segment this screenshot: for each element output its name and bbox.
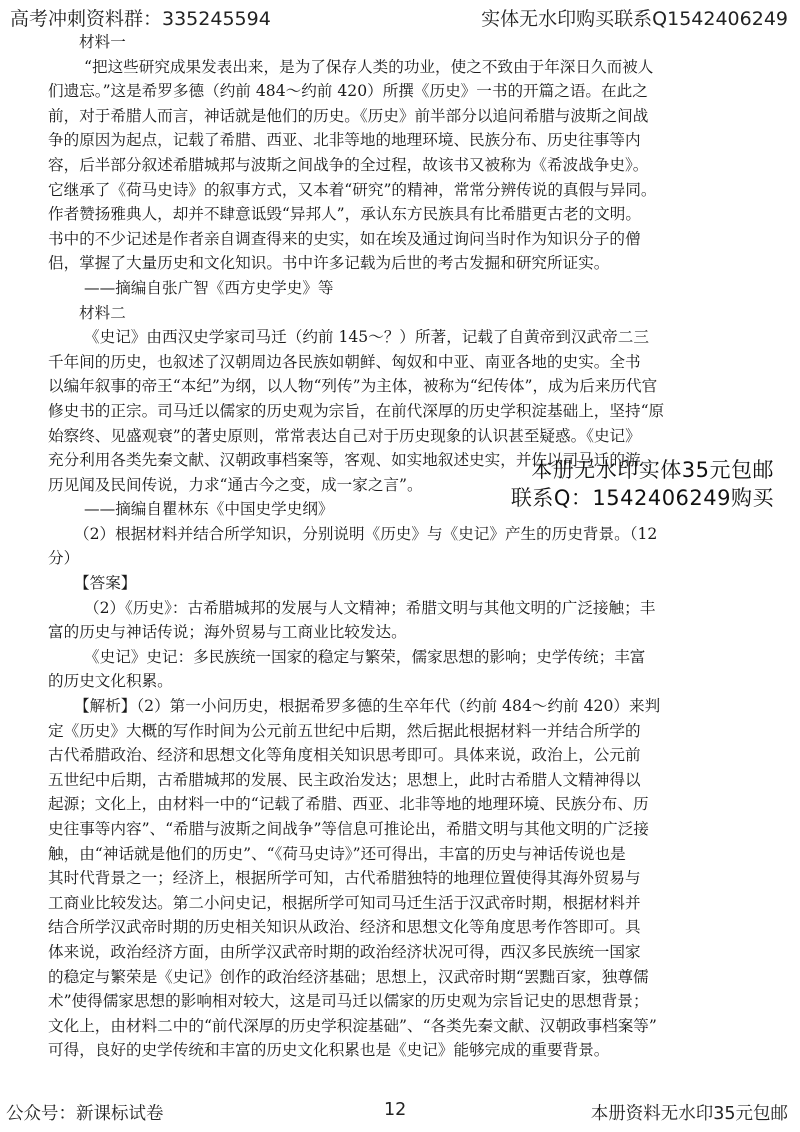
material1-line: 们遗忘。”这是希罗多德（约前 484～约前 420）所撰《历史》一书的开篇之语。在此之 [48,82,648,101]
material1-line: “把这些研究成果发表出来，是为了保存人类的功业，使之不致由于年深日久而被人 [84,57,654,76]
page-number: 12 [384,1100,407,1120]
material1-line: 争的原因为起点，记载了希腊、西亚、北非等地的地理环境、民族分布、历史往事等内 [48,131,641,150]
header-group-info: 高考冲刺资料群：335245594 [10,8,271,30]
answer-label: 【答案】 [74,574,137,593]
material1-source: ——摘编自张广智《西方史学史》等 [84,278,334,297]
header-contact-info: 实体无水印购买联系Q1542406249 [481,8,788,30]
material1-heading: 材料一 [79,33,126,51]
answer-line: （2）《历史》：古希腊城邦的发展与人文精神；希腊文明与其他文明的广泛接触；丰 [84,598,656,617]
material2-line: 以编年叙事的帝王“本纪”为纲，以人物“列传”为主体，被称为“纪传体”，成为后来历代官 [48,377,658,396]
analysis-line: 触，由“神话就是他们的历史”、“《荷马史诗》”还可得出，丰富的历史与神话传说也是 [48,844,626,863]
analysis-line: 起源；文化上，由材料一中的“记载了希腊、西亚、北非等地的地理环境、民族分布、历 [48,795,649,814]
watermark-contact-notice: 联系Q：1542406249购买 [510,486,774,510]
answer-line: 富的历史与神话传说；海外贸易与工商业比较发达。 [48,623,407,642]
analysis-line: 定《历史》大概的写作时间为公元前五世纪中后期，然后据此根据材料一并结合所学的 [48,721,641,740]
material2-line: 《史记》由西汉史学家司马迁（约前 145～？）所著，记载了自黄帝到汉武帝二三 [84,328,649,347]
material1-line: 作者赞扬雅典人，却并不肆意诋毁“异邦人”，承认东方民族具有比希腊更古老的文明。 [48,205,641,224]
watermark-price-notice: 本册无水印实体35元包邮 [531,458,774,482]
material2-line: 历见闻及民间传说，力求“通古今之变，成一家之言”。 [48,475,423,494]
material1-line: 容，后半部分叙述希腊城邦与波斯之间战争的全过程，故该书又被称为《希波战争史》。 [48,155,649,174]
analysis-line: 其时代背景之一；经济上，根据所学可知，古代希腊独特的地理位置使得其海外贸易与 [48,869,641,888]
material2-source: ——摘编自瞿林东《中国史学史纲》 [84,500,334,519]
material2-line: 修史书的正宗。司马迁以儒家的历史观为宗旨，在前代深厚的历史学积淀基础上，坚持“原 [48,401,665,420]
page-footer [6,1100,788,1126]
material2-line: 千年间的历史，也叙述了汉朝周边各民族如朝鲜、匈奴和中亚、南亚各地的史实。全书 [48,352,641,371]
question-line: 分） [48,549,80,568]
material2-line: 始察终、见盛观衰”的著史原则，常常表达自己对于历史现象的认识甚至疑惑。《史记》 [48,426,641,445]
analysis-line: 的稳定与繁荣是《史记》创作的政治经济基础；思想上，汉武帝时期“罢黜百家，独尊儒 [48,967,649,986]
analysis-line: 可得，良好的史学传统和丰富的历史文化积累也是《史记》能够完成的重要背景。 [48,1041,610,1060]
analysis-line: 五世纪中后期，古希腊城邦的发展、民主政治发达；思想上，此时古希腊人文精神得以 [48,770,641,789]
question-line: （2）根据材料并结合所学知识，分别说明《历史》与《史记》产生的历史背景。（12 [74,524,658,543]
footer-price-notice: 本册资料无水印35元包邮 [590,1104,788,1124]
analysis-line: 体来说，政治经济方面，由所学汉武帝时期的政治经济状况可得，西汉多民族统一国家 [48,942,641,961]
analysis-line: 【解析】（2）第一小问历史，根据希罗多德的生卒年代（约前 484～约前 420）来判 [74,697,661,716]
analysis-line: 史往事等内容”、“希腊与波斯之间战争”等信息可推论出，希腊文明与其他文明的广泛接 [48,820,649,838]
document-body [48,30,760,1063]
material1-line: 侣，掌握了大量历史和文化知识。书中许多记载为后世的考古发掘和研究所证实。 [48,254,610,273]
material2-heading: 材料二 [79,303,126,322]
material1-line: 它继承了《荷马史诗》的叙事方式，又本着“研究”的精神，常常分辨传说的真假与异同。 [48,180,657,199]
analysis-line: 工商业比较发达。第二小问史记，根据所学可知司马迁生活于汉武帝时期，根据材料并 [48,893,641,912]
footer-account-name: 公众号：新课标试卷 [6,1104,164,1124]
analysis-line: 术”使得儒家思想的影响相对较大，这是司马迁以儒家的历史观为宗旨记史的思想背景； [48,992,649,1011]
answer-line: 的历史文化积累。 [48,672,173,691]
material2-line: 充分利用各类先秦文献、汉朝政事档案等，客观、如实地叙述史实，并佐以司马迁的游 [48,451,641,470]
page-header [10,4,788,30]
material1-line: 前，对于希腊人而言，神话就是他们的历史。《历史》前半部分以追问希腊与波斯之间战 [48,106,649,125]
analysis-line: 文化上，由材料二中的“前代深厚的历史学积淀基础”、“各类先秦文献、汉朝政事档案等” [48,1016,657,1035]
analysis-line: 结合所学汉武帝时期的历史相关知识从政治、经济和思想文化等角度思考作答即可。具 [48,918,641,937]
material1-line: 书中的不少记述是作者亲自调查得来的史实，如在埃及通过询问当时作为知识分子的僧 [48,229,641,248]
answer-line: 《史记》史记：多民族统一国家的稳定与繁荣，儒家思想的影响；史学传统；丰富 [84,647,646,666]
analysis-line: 古代希腊政治、经济和思想文化等角度相关知识思考即可。具体来说，政治上，公元前 [48,746,641,765]
